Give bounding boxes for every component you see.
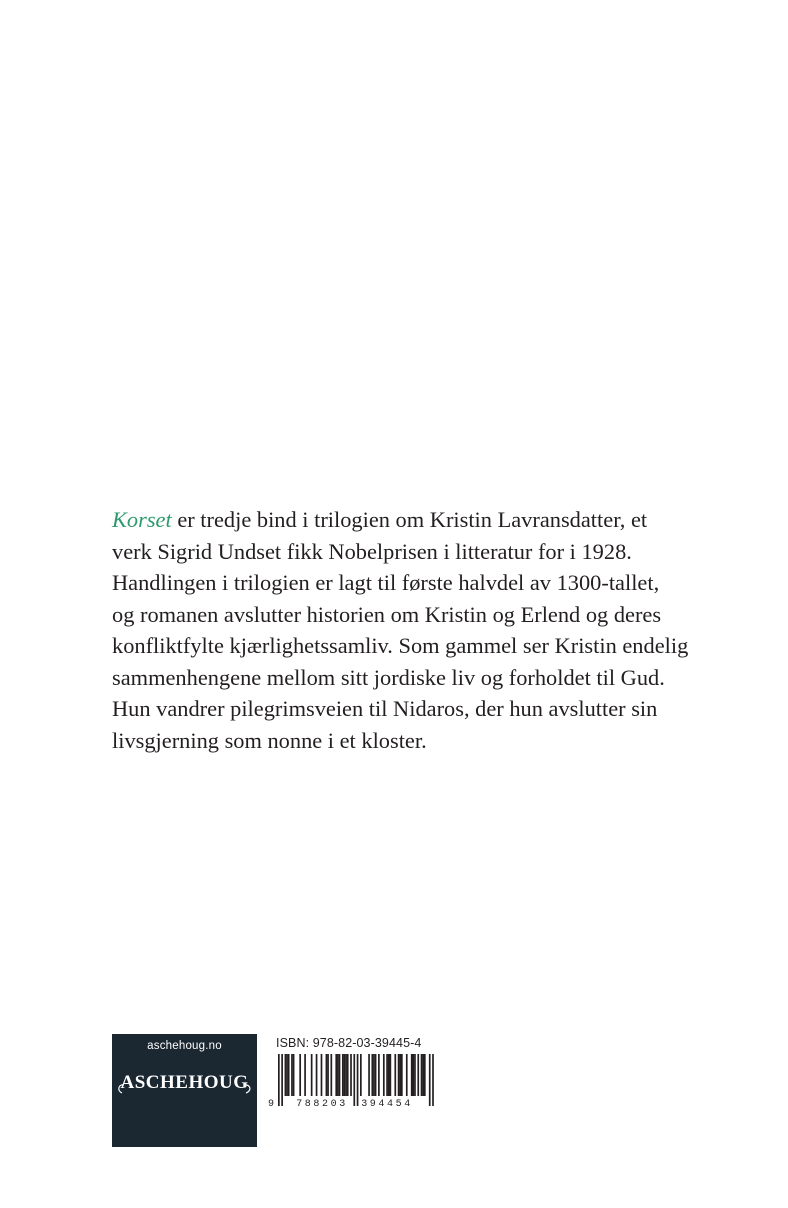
barcode-bar [281, 1054, 283, 1106]
blurb-line-4: og romanen avslutter historien om Kristin og Erlend og deres [112, 601, 662, 627]
barcode-bar [375, 1054, 377, 1096]
blurb-line-5: konfliktfylte kjærlighetssamliv. Som gammel ser Kristin endelig [112, 633, 689, 658]
barcode-bar [371, 1054, 373, 1096]
barcode-left-digits: 788203 [296, 1099, 348, 1110]
blurb-line-6: sammenhengene mellom sitt jordiske liv og forholdet til Gud. [112, 664, 665, 690]
blurb-line-2: verk Sigrid Undset fikk Nobelprisen i litteratur for i 1928. [112, 538, 632, 564]
barcode-bar [350, 1054, 352, 1096]
barcode-bar [399, 1054, 401, 1096]
barcode-bar [357, 1054, 359, 1106]
blurb-line-1 [112, 504, 742, 536]
barcode-bar [342, 1054, 344, 1096]
publisher-box [112, 1034, 257, 1147]
barcode-bar [344, 1054, 346, 1096]
publisher-url: aschehoug.no [147, 1040, 222, 1052]
barcode-bar [383, 1054, 385, 1096]
barcode-bar [429, 1054, 431, 1106]
blurb-line-1-text: er tredje bind i trilogien om Kristin Lavransdatter, et [171, 507, 648, 532]
barcode-bar [288, 1054, 290, 1096]
barcode-bar [316, 1054, 318, 1096]
barcode-bar [386, 1054, 388, 1096]
barcode-bar [417, 1054, 419, 1096]
barcode-bar [337, 1054, 339, 1096]
book-title: Korset [112, 507, 172, 532]
barcode-bar [412, 1054, 414, 1096]
barcode-bar [327, 1054, 329, 1096]
barcode-bar [326, 1054, 328, 1096]
barcode-bar [406, 1054, 408, 1096]
blurb-line-8: livsgjerning som nonne i et kloster. [112, 727, 427, 753]
barcode-bar [414, 1054, 416, 1096]
barcode-bar [401, 1054, 403, 1096]
isbn-label: ISBN: 978-82-03-39445-4 [276, 1036, 422, 1050]
barcode-bar [373, 1054, 375, 1096]
barcode-lead-digit: 9 [268, 1099, 275, 1110]
barcode-bar [360, 1054, 362, 1096]
barcode-bar [422, 1054, 424, 1096]
barcode-bar [304, 1054, 306, 1096]
barcode-bar [378, 1054, 380, 1096]
barcode-bar [278, 1054, 280, 1106]
barcode-bar [293, 1054, 295, 1096]
barcode-bar [411, 1054, 413, 1096]
barcode-bar [299, 1054, 301, 1096]
barcode-bar [345, 1054, 347, 1096]
blurb-line-3: Handlingen i trilogien er lagt til første halvdel av 1300-tallet, [112, 570, 660, 595]
barcode-bar [421, 1054, 423, 1096]
blurb-line-7: Hun vandrer pilegrimsveien til Nidaros, der hun avslutter sin [112, 696, 658, 721]
barcode-bar [335, 1054, 337, 1096]
barcode-bar [398, 1054, 400, 1096]
barcode-bar [388, 1054, 390, 1096]
publisher-logo [112, 1060, 257, 1100]
publisher-logo-text: ASCHEHOUG [120, 1072, 249, 1093]
barcode-bar [368, 1054, 370, 1096]
barcode-bar [347, 1054, 349, 1096]
barcode-bar [321, 1054, 323, 1096]
barcode-bar [291, 1054, 293, 1096]
barcode-bar [432, 1054, 434, 1106]
barcode-bar [330, 1054, 332, 1096]
barcode-bar [286, 1054, 288, 1096]
barcode-bar [353, 1054, 355, 1106]
barcode-bar [394, 1054, 396, 1096]
barcode-bar [390, 1054, 392, 1096]
barcode-right-digits: 394454 [361, 1099, 413, 1110]
barcode-bar [285, 1054, 287, 1096]
barcode-bar [339, 1054, 341, 1096]
back-cover-blurb [112, 504, 742, 756]
isbn-barcode [266, 1054, 438, 1110]
barcode-bar [424, 1054, 426, 1096]
barcode-bar [311, 1054, 313, 1096]
